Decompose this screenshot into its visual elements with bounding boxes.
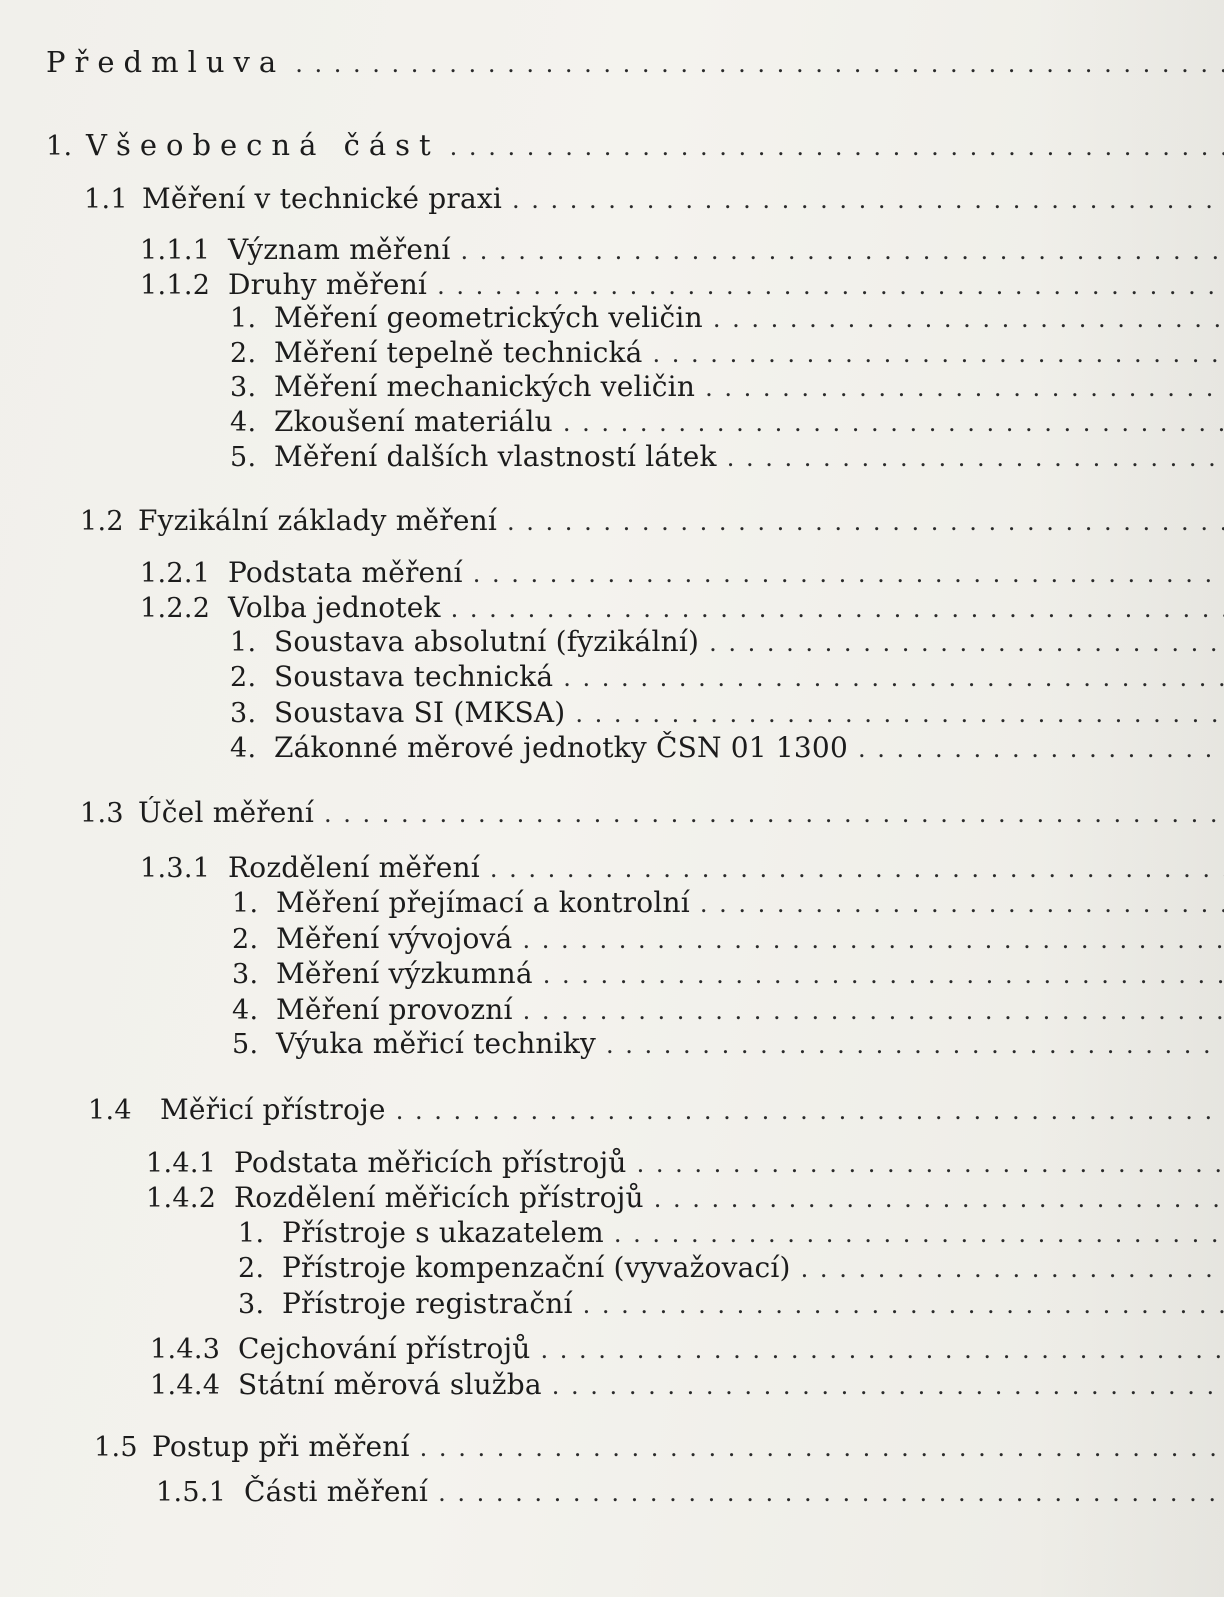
dot-leader [512,186,1224,216]
toc-title: Zkoušení materiálu [274,405,553,438]
dot-leader [523,997,1224,1027]
toc-title: Měření tepelně technická [274,336,643,369]
toc-entry-item [0,731,1224,767]
toc-number: 1.3.1 [140,853,211,884]
toc-entry-1-2-1 [0,556,1224,592]
dot-leader [420,1434,1224,1464]
dot-leader [438,1479,1224,1509]
toc-number: 1.4.4 [150,1370,221,1401]
toc-title: Všeobecná část [86,128,440,162]
toc-title: Měření provozní [276,993,513,1026]
dot-leader [522,926,1224,956]
toc-title: Soustava technická [274,660,554,693]
dot-leader [324,800,1224,830]
toc-title: Přístroje registrační [282,1287,573,1320]
dot-leader [606,1031,1224,1061]
dot-leader [295,50,1224,80]
dot-leader [801,1255,1224,1285]
toc-number: 1.2 [80,506,124,537]
toc-number: 1.1 [84,184,128,215]
toc-title: Podstata měření [228,556,463,589]
toc-number: 3. [230,372,257,403]
dot-leader [583,1291,1224,1321]
toc-entry-1-4-2 [0,1181,1224,1217]
dot-leader [727,444,1224,474]
toc-number: 1.4.3 [150,1334,221,1365]
toc-number: 1.2.1 [140,558,211,589]
dot-leader [507,508,1224,538]
toc-title: Měření výzkumná [276,957,533,990]
toc-title: Rozdělení měřicích přístrojů [234,1181,644,1214]
dot-leader [473,560,1224,590]
toc-number: 1.5 [94,1432,138,1463]
dot-leader [858,735,1224,765]
toc-entry-item [0,957,1224,993]
toc-title: Fyzikální základy měření [138,504,498,537]
toc-entry-item [0,922,1224,958]
toc-title: Postup při měření [152,1430,410,1463]
toc-title: Druhy měření [228,268,428,301]
toc-title: Cejchování přístrojů [238,1332,531,1365]
toc-entry-1-3 [0,796,1224,832]
dot-leader [713,305,1224,335]
dot-leader [552,1372,1224,1402]
toc-number: 1.1.2 [140,270,211,301]
toc-title: Měření mechanických veličin [274,370,696,403]
toc-number: 1. [238,1218,265,1249]
toc-entry-item [0,370,1224,406]
toc-entry-item [0,1216,1224,1252]
dot-leader [709,629,1224,659]
toc-number: 4. [230,407,257,438]
dot-leader [461,237,1224,267]
toc-number: 1. [232,888,259,919]
toc-entry-1-1 [0,182,1224,218]
toc-entry-item [0,440,1224,476]
toc-entry-1-5-1 [0,1475,1224,1511]
toc-title: Části měření [244,1475,429,1508]
toc-title: Měření geometrických veličin [274,301,703,334]
toc-entry-1-1-2 [0,268,1224,304]
toc-title: Soustava SI (MKSA) [274,696,566,729]
toc-title: Výuka měřicí techniky [276,1027,597,1060]
toc-number: 1.2.2 [140,593,211,624]
toc-entry-1-2-2 [0,591,1224,627]
toc-entry-item [0,993,1224,1029]
dot-leader [654,1185,1224,1215]
toc-title: Předmluva [46,45,286,79]
toc-entry-item [0,301,1224,337]
toc-entry-1-2 [0,504,1224,540]
toc-number: 3. [230,698,257,729]
toc-number: 1.1.1 [140,235,211,266]
toc-entry-1-1-1 [0,233,1224,269]
toc-entry-item [0,886,1224,922]
toc-entry-item [0,1251,1224,1287]
dot-leader [705,374,1224,404]
dot-leader [700,890,1224,920]
dot-leader [563,409,1224,439]
toc-entry-1-5 [0,1430,1224,1466]
toc-title: Význam měření [228,233,451,266]
toc-number: 1.4.1 [146,1148,217,1179]
dot-leader [451,595,1224,625]
dot-leader [614,1220,1224,1250]
toc-title: Volba jednotek [228,591,441,624]
toc-entry-1-4 [0,1093,1224,1129]
toc-title: Přístroje kompenzační (vyvažovací) [282,1251,791,1284]
toc-entry-item [0,405,1224,441]
toc-number: 2. [238,1253,265,1284]
toc-entry-item [0,660,1224,696]
toc-number: 1. [230,627,257,658]
dot-leader [450,133,1224,163]
toc-number: 1.4 [88,1095,132,1126]
toc-title: Měření vývojová [276,922,513,955]
toc-number: 3. [232,959,259,990]
toc-entry-chapter-1 [0,128,1224,164]
toc-entry-item [0,696,1224,732]
toc-entry-1-4-4 [0,1368,1224,1404]
toc-title: Rozdělení měření [228,851,480,884]
toc-number: 1.4.2 [146,1183,217,1214]
toc-entry-item [0,625,1224,661]
toc-entry-1-4-3 [0,1332,1224,1368]
toc-number: 3. [238,1289,265,1320]
toc-number: 5. [232,1029,259,1060]
toc-entry-preface [0,45,1224,81]
toc-entry-item [0,1027,1224,1063]
toc-title: Měřicí přístroje [160,1093,386,1126]
toc-title: Státní měrová služba [238,1368,542,1401]
toc-number: 5. [230,442,257,473]
toc-entry-1-4-1 [0,1146,1224,1182]
toc-number: 1.5.1 [156,1477,227,1508]
toc-title: Měření dalších vlastností látek [274,440,717,473]
toc-number: 2. [232,924,259,955]
dot-leader [437,272,1224,302]
toc-entry-item [0,336,1224,372]
toc-number: 2. [230,662,257,693]
dot-leader [490,855,1224,885]
dot-leader [396,1097,1224,1127]
dot-leader [563,664,1224,694]
toc-number: 2. [230,338,257,369]
toc-entry-1-3-1 [0,851,1224,887]
toc-title: Podstata měřicích přístrojů [234,1146,627,1179]
toc-entry-item [0,1287,1224,1323]
toc-number: 1. [230,303,257,334]
toc-title: Přístroje s ukazatelem [282,1216,604,1249]
toc-number: 4. [232,995,259,1026]
toc-number: 1.3 [80,798,124,829]
dot-leader [541,1336,1224,1366]
dot-leader [575,700,1224,730]
dot-leader [653,340,1224,370]
toc-title: Účel měření [138,796,314,829]
toc-title: Měření přejímací a kontrolní [276,886,690,919]
toc-title: Měření v technické praxi [142,182,502,215]
dot-leader [543,961,1224,991]
toc-number: 1. [46,131,73,162]
toc-number: 4. [230,733,257,764]
dot-leader [637,1150,1224,1180]
toc-title: Zákonné měrové jednotky ČSN 01 1300 [274,731,848,764]
toc-title: Soustava absolutní (fyzikální) [274,625,700,658]
